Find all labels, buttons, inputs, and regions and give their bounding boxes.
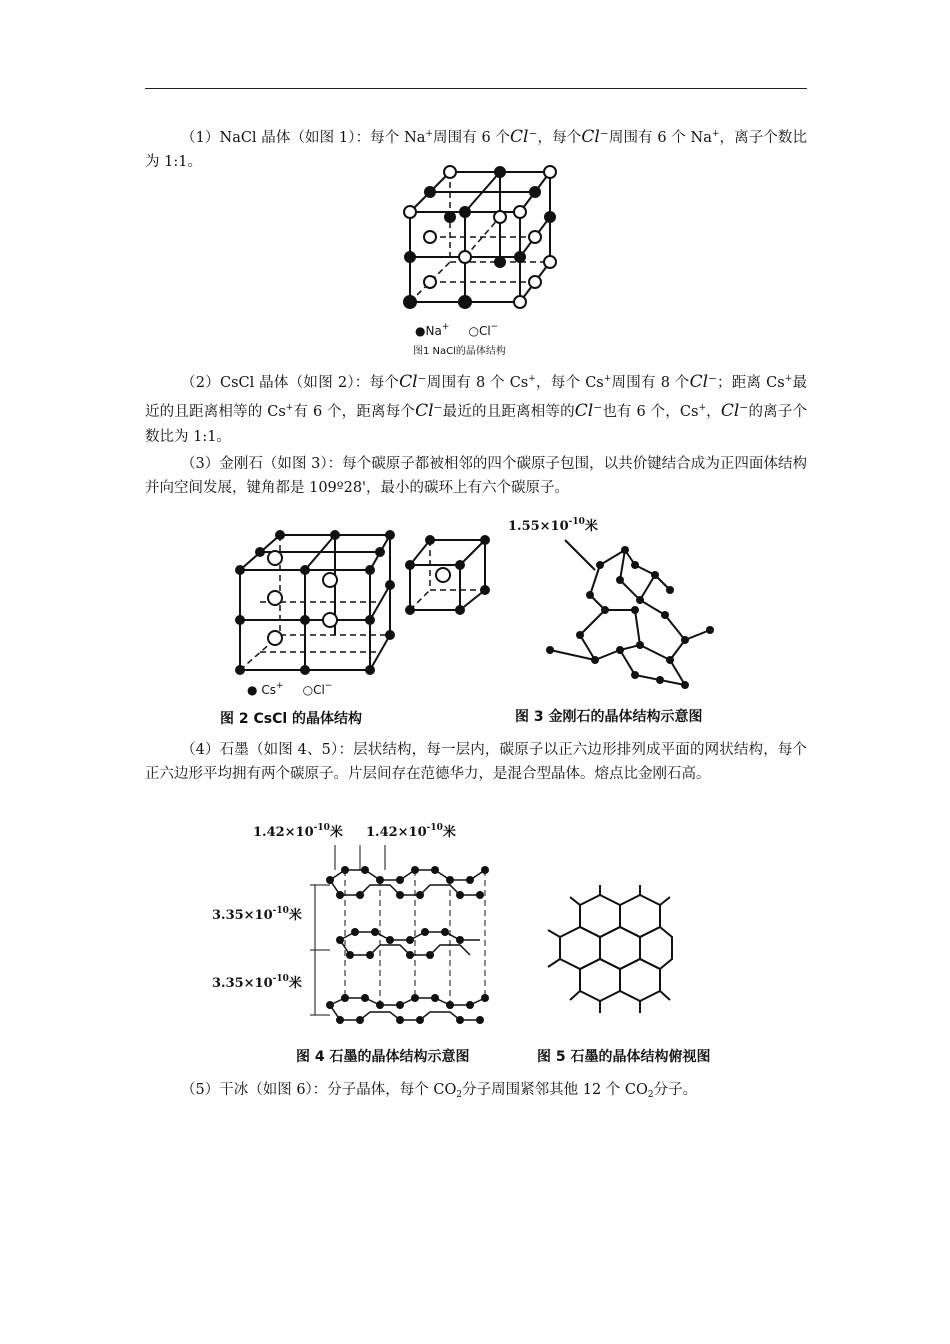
text: ，离子个数比为 1:1。 xyxy=(145,130,807,170)
text: 周围有 8 个 xyxy=(611,375,690,391)
sup: + xyxy=(603,374,612,384)
text: 周围有 8 个 Cs xyxy=(426,375,529,391)
chloride-symbol: Cl⁻ xyxy=(399,372,427,392)
diamond-structure-figure xyxy=(540,530,720,690)
header-rule xyxy=(145,88,807,89)
text: 分子。 xyxy=(653,1082,698,1098)
fig3-caption: 图 3 金刚石的晶体结构示意图 xyxy=(515,709,703,725)
dim-exp: -10 xyxy=(426,823,443,833)
legend-cs: Cs xyxy=(261,683,276,697)
sup: + xyxy=(441,322,450,332)
legend-na: Na xyxy=(425,324,442,338)
sup: + xyxy=(784,374,793,384)
cscl-crystal-figure xyxy=(225,520,500,680)
cscl-legend xyxy=(247,681,332,697)
dim-unit: 米 xyxy=(288,976,302,991)
sup: + xyxy=(285,403,294,413)
fig1-caption: 图1 NaCl的晶体结构 xyxy=(413,346,506,357)
sup: + xyxy=(528,374,536,384)
graphite-layer-spacing-1 xyxy=(212,904,302,923)
fig5-caption: 图 5 石墨的晶体结构俯视图 xyxy=(537,1049,711,1065)
graphite-atoms xyxy=(326,866,489,1024)
sup: − xyxy=(324,681,333,691)
dim-value: 3.35×10 xyxy=(212,976,273,991)
paragraph-cscl xyxy=(145,367,807,450)
dim-value: 3.35×10 xyxy=(212,908,273,923)
diamond-bonds xyxy=(550,540,710,685)
dim-unit: 米 xyxy=(442,825,456,840)
paragraph-graphite: （4）石墨（如图 4、5）：层状结构，每一层内，碳原子以正六边形排列成平面的网状结构，每个正六边形平均拥有两个碳原子。片层间存在范德华力，是混合型晶体。熔点比金刚石高。 xyxy=(145,742,807,782)
text: 有 6 个，距离每个 xyxy=(293,404,416,420)
chloride-symbol: Cl⁻ xyxy=(510,127,538,147)
legend-cl: Cl xyxy=(313,683,325,697)
sup: + xyxy=(275,681,284,691)
text: ；距离 Cs xyxy=(716,375,785,391)
legend-cl: Cl xyxy=(478,324,491,338)
chloride-symbol: Cl⁻ xyxy=(415,401,443,421)
sup: + xyxy=(425,129,433,139)
sub: 2 xyxy=(456,1090,463,1100)
sub: 2 xyxy=(647,1090,654,1100)
cl-circle-icon: ○ xyxy=(468,324,479,338)
fig2-caption: 图 2 CsCl 的晶体结构 xyxy=(220,711,363,727)
honeycomb-lattice xyxy=(548,885,672,1013)
text: 也有 6 个，Cs xyxy=(602,404,699,420)
dim-unit: 米 xyxy=(584,519,598,534)
text: 周围有 6 个 Na xyxy=(608,130,712,146)
sup: + xyxy=(698,403,706,413)
graphite-layer-top xyxy=(330,870,485,895)
text: 周围有 6 个 xyxy=(432,130,511,146)
dim-exp: -10 xyxy=(272,974,289,984)
text: （5）干冰（如图 6）：分子晶体，每个 CO xyxy=(181,1082,457,1098)
sup: − xyxy=(490,322,499,332)
text: 的离子个数比为 1:1。 xyxy=(145,404,807,445)
graphite-layer-spacing-2 xyxy=(212,972,302,991)
graphite-structure-figure xyxy=(310,840,500,1040)
text: ，每个 Cs xyxy=(535,375,604,391)
text: （1）NaCl 晶体（如图 1）：每个 Na xyxy=(181,130,426,146)
dim-value: 1.55×10 xyxy=(508,519,569,534)
dim-unit: 米 xyxy=(288,908,302,923)
chloride-symbol: Cl⁻ xyxy=(689,372,717,392)
dim-exp: -10 xyxy=(568,517,585,527)
dim-exp: -10 xyxy=(272,906,289,916)
graphite-bond-length-1 xyxy=(253,821,343,840)
graphite-top-view-figure xyxy=(540,885,680,1025)
sup: + xyxy=(711,129,720,139)
cs-dot-icon: ● xyxy=(247,683,258,697)
chloride-symbol: Cl⁻ xyxy=(720,401,749,421)
text: 最近的且距离相等的 Cs xyxy=(145,375,807,420)
text: ，每个 xyxy=(537,130,582,146)
paragraph-diamond: （3）金刚石（如图 3）：每个碳原子都被相邻的四个碳原子包围，以共价键结合成为正四面体结构并向空间发展，键角都是 109º28'，最小的碳环上有六个碳原子。 xyxy=(145,456,807,496)
graphite-bond-length-2 xyxy=(366,821,456,840)
chloride-symbol: Cl⁻ xyxy=(574,401,603,421)
text: ， xyxy=(706,404,721,420)
nacl-crystal-figure xyxy=(400,162,560,320)
dim-unit: 米 xyxy=(329,825,343,840)
dim-value: 1.42×10 xyxy=(253,825,314,840)
dim-value: 1.42×10 xyxy=(366,825,427,840)
chloride-symbol: Cl⁻ xyxy=(581,127,609,147)
text: 最近的且距离相等的 xyxy=(442,404,575,420)
nacl-legend xyxy=(415,322,498,338)
fig4-caption: 图 4 石墨的晶体结构示意图 xyxy=(296,1049,470,1065)
na-dot-icon: ● xyxy=(415,324,426,338)
paragraph-dry-ice xyxy=(145,1078,807,1107)
cl-circle-icon: ○ xyxy=(302,683,314,697)
text: （2）CsCl 晶体（如图 2）：每个 xyxy=(181,375,400,391)
text: 分子周围紧邻其他 12 个 CO xyxy=(462,1082,648,1098)
dim-exp: -10 xyxy=(313,823,330,833)
